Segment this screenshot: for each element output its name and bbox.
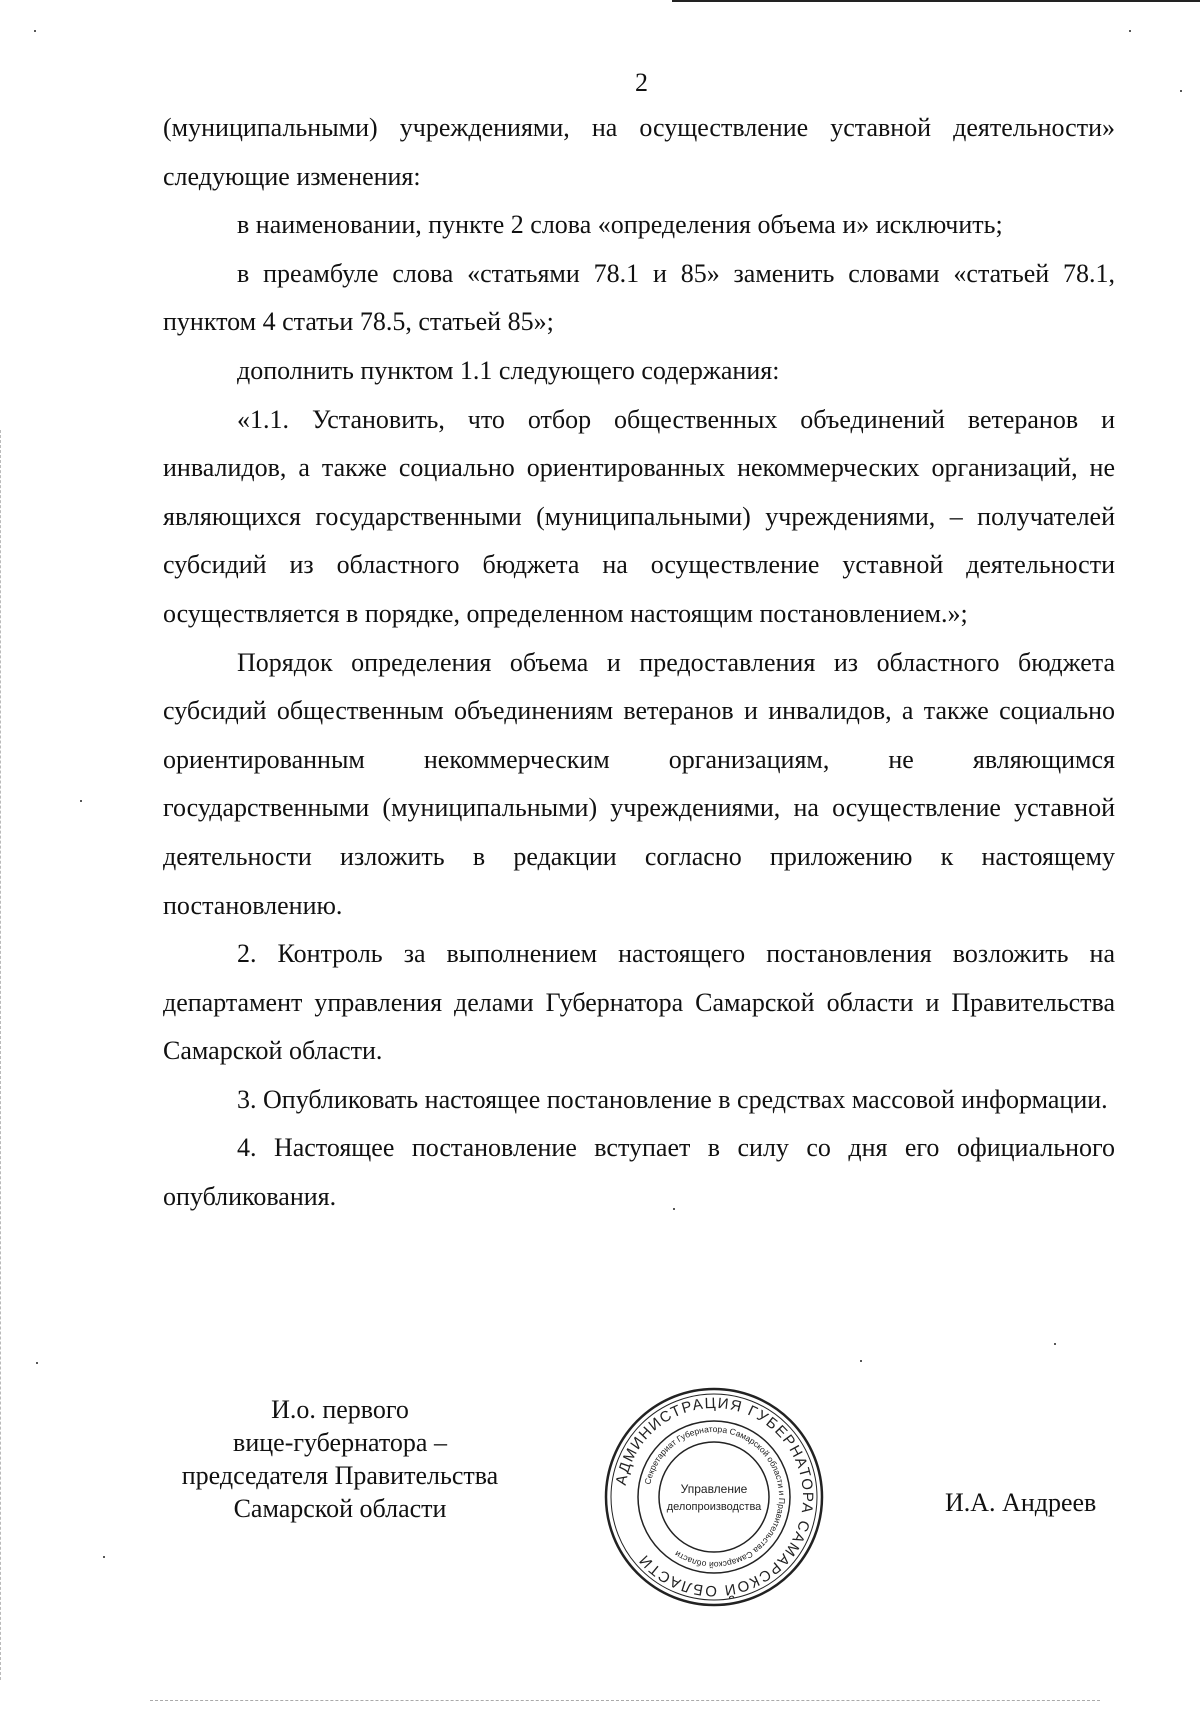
paragraph: в наименовании, пункте 2 слова «определения объема и» исключить; — [237, 210, 1003, 240]
signatory-name: И.А. Андреев — [945, 1488, 1097, 1517]
signatory-title-line: Самарской области — [233, 1494, 447, 1523]
paragraph: в преамбуле слова «статьями 78.1 и 85» заменить словами «статьей 78.1, пунктом 4 статьи 78.5, статьей 85»; — [163, 258, 1115, 337]
scan-speck — [103, 1556, 105, 1558]
stamp-inner-ring — [659, 1442, 769, 1552]
document-body — [163, 104, 1115, 1222]
paragraph: дополнить пунктом 1.1 следующего содержания: — [237, 355, 780, 385]
scan-left-edge — [0, 430, 2, 1680]
signatory-title-line: председателя Правительства — [181, 1461, 499, 1490]
scan-speck — [860, 1360, 862, 1362]
scan-speck — [1129, 30, 1131, 32]
scan-speck — [36, 1362, 38, 1364]
scan-top-rule — [672, 0, 1200, 2]
stamp-center-line: Управление — [680, 1482, 748, 1496]
paragraph: (муниципальными) учреждениями, на осуществление уставной деятельности» следующие изменения: — [163, 113, 1115, 191]
page-number: 2 — [635, 68, 648, 97]
paragraph: 2. Контроль за выполнением настоящего постановления возложить на департамент управления делами Губернатора Самарской области и Правительства Самарской области. — [163, 939, 1115, 1066]
signatory-title — [150, 1393, 530, 1525]
stamp-outer-text: АДМИНИСТРАЦИЯ ГУБЕРНАТОРА САМАРСКОЙ ОБЛАСТИ — [612, 1394, 817, 1600]
scan-bottom-edge — [150, 1700, 1100, 1702]
stamp-middle-ring — [638, 1421, 790, 1573]
stamp-center-line: делопроизводства — [666, 1501, 762, 1513]
scan-speck — [80, 800, 82, 802]
paragraph: «1.1. Установить, что отбор общественных объединений ветеранов и инвалидов, а также социально ориентированных некоммерческих организаций, не являющихся государственными (муниципальными) учреждениями, – получателей субсидий из областного бюджета на осуществление уставной деятельности осуществляется в порядке, определенном настоящим постановлением.»; — [163, 404, 1115, 628]
paragraph: 4. Настоящее постановление вступает в силу со дня его официального опубликования. — [163, 1133, 1115, 1212]
official-stamp-seal — [600, 1383, 828, 1611]
paragraph: 3. Опубликовать настоящее постановление в средствах массовой информации. — [237, 1084, 1108, 1114]
scan-speck — [1054, 1343, 1056, 1345]
svg-text:Секретариат Губернатора Самарс — [642, 1424, 787, 1570]
scan-speck — [34, 30, 36, 32]
signatory-title-line: вице-губернатора – — [233, 1428, 447, 1457]
signatory-title-line: И.о. первого — [271, 1395, 409, 1424]
paragraph: Порядок определения объема и предоставления из областного бюджета субсидий общественным объединениям ветеранов и инвалидов, а также социально ориентированным некоммерческим организациям, не являющимся государственными (муниципальными) учреждениями, на осуществление уставной деятельности изложить в редакции согласно приложению к настоящему постановлению. — [163, 647, 1115, 920]
stamp-inner-ring-text: Секретариат Губернатора Самарской области и Правительства Самарской области — [642, 1423, 788, 1571]
